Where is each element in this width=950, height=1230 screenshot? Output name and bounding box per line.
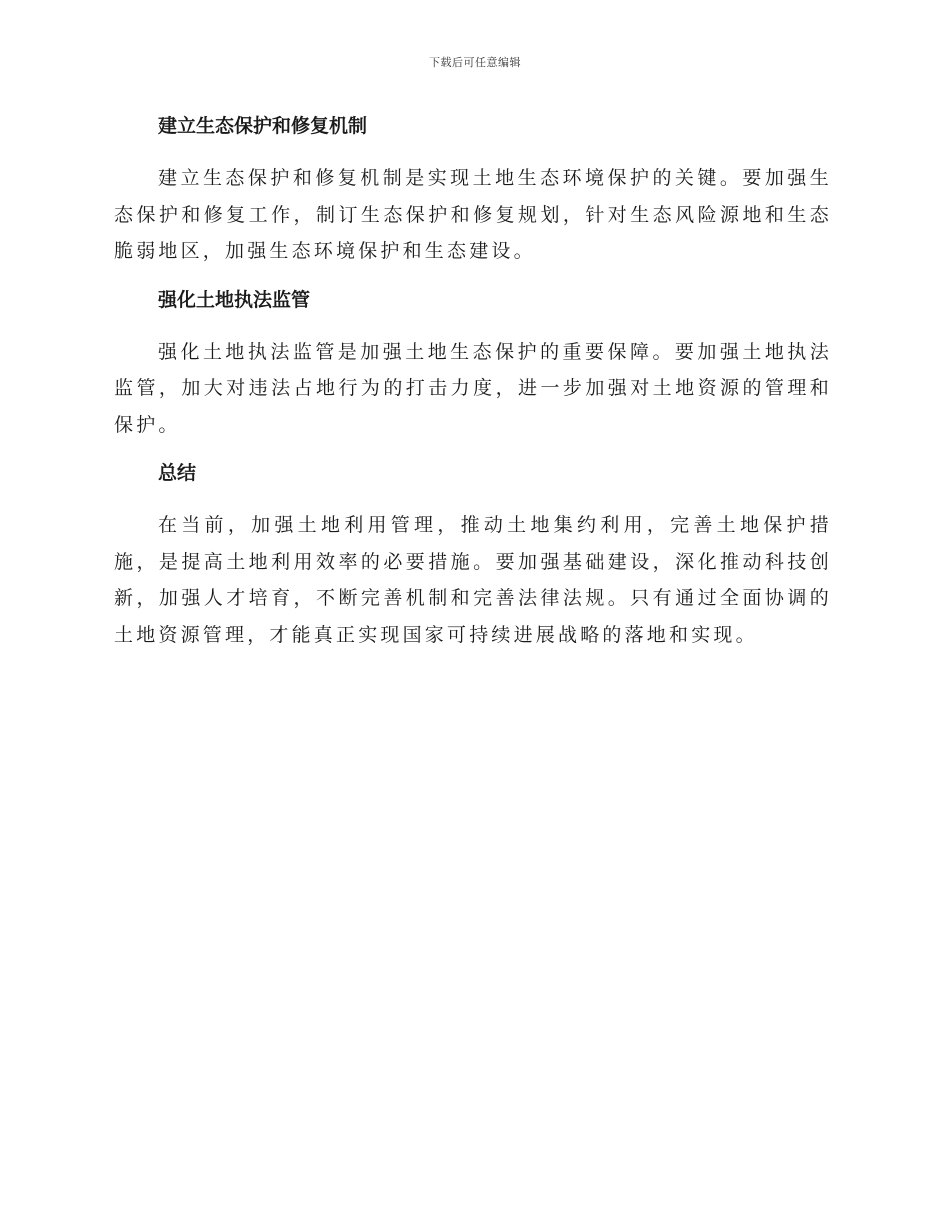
section-body-summary: 在当前，加强土地利用管理，推动土地集约利用，完善土地保护措施，是提高土地利用效率的必要措施。要加强基础建设，深化推动科技创新，加强人才培育，不断完善机制和完善法律法规。只有通过全面协调的土地资源管理，才能真正实现国家可持续进展战略的落地和实现。 xyxy=(114,514,832,646)
document-content xyxy=(114,108,832,665)
section-title-ecological-mechanism: 建立生态保护和修复机制 xyxy=(158,115,368,137)
section-title-law-enforcement: 强化土地执法监管 xyxy=(158,288,311,311)
section-body-ecological-mechanism: 建立生态保护和修复机制是实现土地生态环境保护的关键。要加强生态保护和修复工作，制订生态保护和修复规划，针对生态风险源地和生态脆弱地区，加强生态环境保护和生态建设。 xyxy=(114,167,832,262)
page-header-note: 下载后可任意编辑 xyxy=(429,56,521,69)
section-body-law-enforcement: 强化土地执法监管是加强土地生态保护的重要保障。要加强土地执法监管，加大对违法占地行为的打击力度，进一步加强对土地资源的管理和保护。 xyxy=(114,340,832,436)
section-title-summary: 总结 xyxy=(158,462,197,484)
